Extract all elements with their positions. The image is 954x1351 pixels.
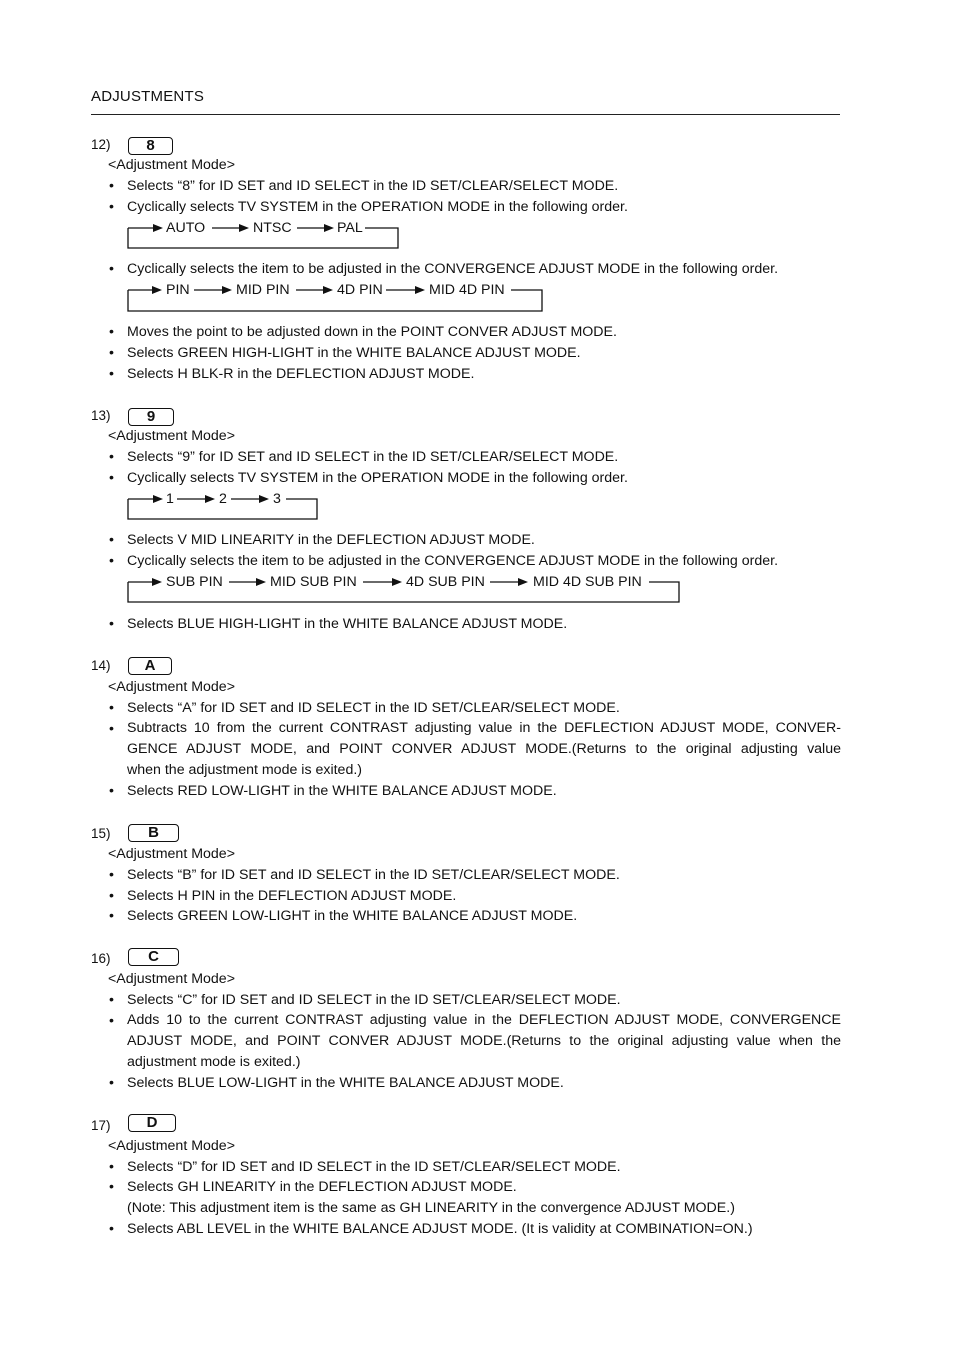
note-text: (Note: This adjustment item is the same as GH LINEARITY in the convergence ADJUST MODE.) xyxy=(127,1200,735,1216)
flow-step: 2 xyxy=(219,491,227,507)
bullet: • xyxy=(109,1075,114,1091)
bullet: • xyxy=(109,1179,114,1195)
mode-label: <Adjustment Mode> xyxy=(108,157,235,173)
page-header-title: ADJUSTMENTS xyxy=(91,88,205,105)
bullet: • xyxy=(109,553,114,569)
bullet: • xyxy=(109,178,114,194)
bullet: • xyxy=(109,1013,114,1029)
section-number: 16) xyxy=(91,951,111,966)
flow-step: 1 xyxy=(166,491,174,507)
paragraph-line: adjustment mode is exited.) xyxy=(127,1053,301,1070)
list-item: Selects H BLK-R in the DEFLECTION ADJUST MODE. xyxy=(127,366,475,382)
list-item: Selects GH LINEARITY in the DEFLECTION ADJUST MODE. xyxy=(127,1179,517,1195)
paragraph-line: when the adjustment mode is exited.) xyxy=(127,761,363,778)
bullet: • xyxy=(109,366,114,382)
bullet: • xyxy=(109,261,114,277)
list-item: Selects GREEN LOW-LIGHT in the WHITE BALANCE ADJUST MODE. xyxy=(127,908,578,924)
bullet: • xyxy=(109,470,114,486)
flow-step: PAL xyxy=(337,220,363,236)
mode-label: <Adjustment Mode> xyxy=(108,1138,235,1154)
bullet: • xyxy=(109,1221,114,1237)
list-item: Cyclically selects TV SYSTEM in the OPERATION MODE in the following order. xyxy=(127,470,628,486)
flow-step: MID PIN xyxy=(236,282,290,298)
key-9-icon: 9 xyxy=(128,408,174,426)
flow-step: 4D SUB PIN xyxy=(406,574,485,590)
section-number: 13) xyxy=(91,408,111,423)
paragraph-line: ADJUST MODE, and POINT CONVER ADJUST MODE.(Returns to the original adjusting value when the xyxy=(127,1032,841,1049)
key-8-icon: 8 xyxy=(128,137,173,155)
flow-step: MID SUB PIN xyxy=(270,574,357,590)
bullet: • xyxy=(109,1159,114,1175)
key-c-icon: C xyxy=(128,948,179,966)
list-item: Selects “D” for ID SET and ID SELECT in the ID SET/CLEAR/SELECT MODE. xyxy=(127,1159,621,1175)
flow-step: 4D PIN xyxy=(337,282,383,298)
list-item-paragraph xyxy=(127,718,841,780)
bullet: • xyxy=(109,616,114,632)
flow-step: PIN xyxy=(166,282,190,298)
list-item: Selects RED LOW-LIGHT in the WHITE BALANCE ADJUST MODE. xyxy=(127,783,557,799)
list-item: Selects H PIN in the DEFLECTION ADJUST MODE. xyxy=(127,888,457,904)
list-item: Selects “C” for ID SET and ID SELECT in the ID SET/CLEAR/SELECT MODE. xyxy=(127,992,621,1008)
mode-label: <Adjustment Mode> xyxy=(108,679,235,695)
list-item: Moves the point to be adjusted down in the POINT CONVER ADJUST MODE. xyxy=(127,324,617,340)
list-item: Selects ABL LEVEL in the WHITE BALANCE ADJUST MODE. (It is validity at COMBINATION=ON.) xyxy=(127,1221,753,1237)
bullet: • xyxy=(109,345,114,361)
bullet: • xyxy=(109,908,114,924)
list-item: Selects “8” for ID SET and ID SELECT in the ID SET/CLEAR/SELECT MODE. xyxy=(127,178,619,194)
section-number: 14) xyxy=(91,658,111,673)
bullet: • xyxy=(109,199,114,215)
paragraph-line: Subtracts 10 from the current CONTRAST adjusting value in the DEFLECTION ADJUST MODE, CONVER- xyxy=(127,720,841,736)
section-number: 17) xyxy=(91,1118,111,1133)
bullet: • xyxy=(109,867,114,883)
flow-step: MID 4D SUB PIN xyxy=(533,574,642,590)
flow-step: SUB PIN xyxy=(166,574,223,590)
bullet: • xyxy=(109,700,114,716)
list-item: Selects “B” for ID SET and ID SELECT in the ID SET/CLEAR/SELECT MODE. xyxy=(127,867,620,883)
bullet: • xyxy=(109,449,114,465)
list-item: Cyclically selects TV SYSTEM in the OPERATION MODE in the following order. xyxy=(127,199,628,215)
bullet: • xyxy=(109,324,114,340)
mode-label: <Adjustment Mode> xyxy=(108,971,235,987)
section-number: 12) xyxy=(91,137,111,152)
bullet: • xyxy=(109,992,114,1008)
paragraph-line: GENCE ADJUST MODE, and POINT CONVER ADJUST MODE.(Returns to the original adjusting value xyxy=(127,740,841,757)
list-item: Cyclically selects the item to be adjusted in the CONVERGENCE ADJUST MODE in the following order. xyxy=(127,261,779,277)
mode-label: <Adjustment Mode> xyxy=(108,846,235,862)
list-item: Selects V MID LINEARITY in the DEFLECTION ADJUST MODE. xyxy=(127,532,535,548)
flow-step: MID 4D PIN xyxy=(429,282,505,298)
key-a-icon: A xyxy=(128,657,172,675)
flow-step: 3 xyxy=(273,491,281,507)
paragraph-line: Adds 10 to the current CONTRAST adjusting value in the DEFLECTION ADJUST MODE, CONVERGENCE xyxy=(127,1012,841,1028)
header-rule xyxy=(91,114,840,115)
mode-label: <Adjustment Mode> xyxy=(108,428,235,444)
key-d-icon: D xyxy=(128,1114,176,1132)
list-item: Selects BLUE LOW-LIGHT in the WHITE BALANCE ADJUST MODE. xyxy=(127,1075,564,1091)
bullet: • xyxy=(109,783,114,799)
list-item: Selects BLUE HIGH-LIGHT in the WHITE BALANCE ADJUST MODE. xyxy=(127,616,568,632)
bullet: • xyxy=(109,721,114,737)
list-item: Cyclically selects the item to be adjusted in the CONVERGENCE ADJUST MODE in the following order. xyxy=(127,553,779,569)
list-item: Selects GREEN HIGH-LIGHT in the WHITE BALANCE ADJUST MODE. xyxy=(127,345,581,361)
flow-step: NTSC xyxy=(253,220,292,236)
list-item-paragraph xyxy=(127,1010,841,1072)
key-b-icon: B xyxy=(128,824,179,842)
bullet: • xyxy=(109,888,114,904)
section-number: 15) xyxy=(91,826,111,841)
flow-step: AUTO xyxy=(166,220,206,236)
list-item: Selects “A” for ID SET and ID SELECT in the ID SET/CLEAR/SELECT MODE. xyxy=(127,700,620,716)
bullet: • xyxy=(109,532,114,548)
list-item: Selects “9” for ID SET and ID SELECT in the ID SET/CLEAR/SELECT MODE. xyxy=(127,449,619,465)
